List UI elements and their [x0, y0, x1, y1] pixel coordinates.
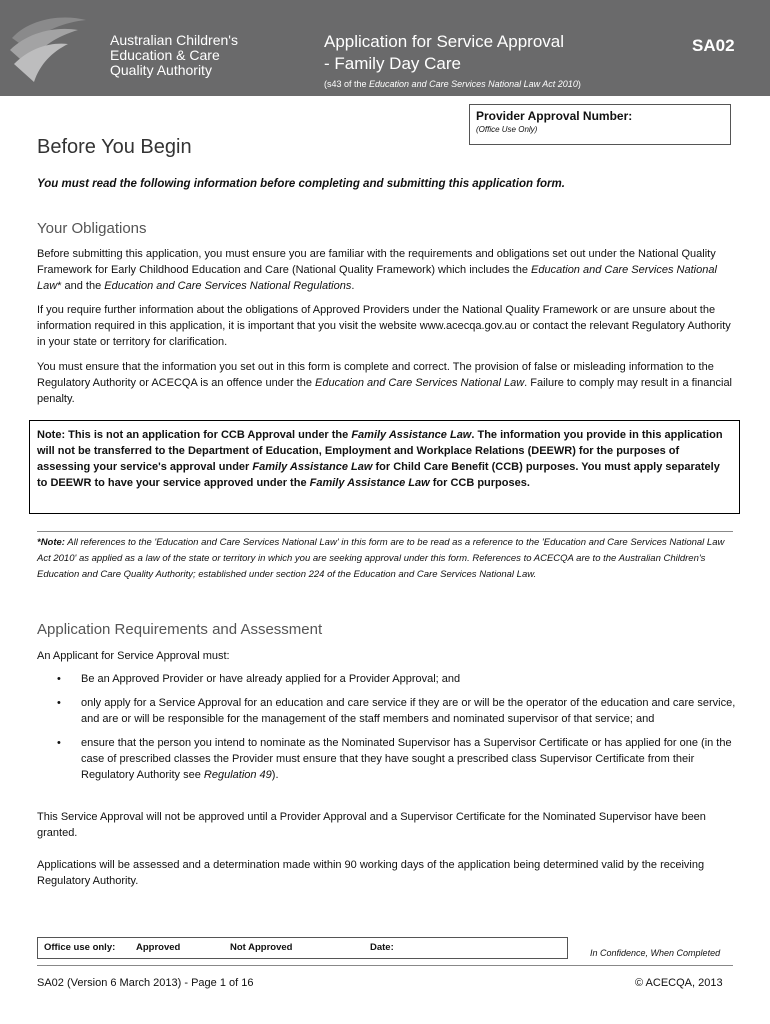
office-use-note: (Office Use Only)	[476, 125, 538, 134]
text-run-italic: Education and Care Services National Law	[37, 264, 717, 292]
list-item	[37, 735, 737, 783]
bullet-icon: •	[57, 673, 61, 685]
text-run-italic: Education and Care Services National Law	[315, 377, 525, 389]
text-run: * and the	[57, 280, 105, 292]
footnote-label: *Note:	[37, 537, 65, 548]
confidentiality-note: In Confidence, When Completed	[590, 948, 721, 958]
page-footer-copyright: © ACECQA, 2013	[635, 977, 723, 989]
bullet-icon: •	[57, 737, 61, 749]
text-run: Note: This is not an application for CCB Approval under the	[37, 429, 352, 441]
text-run: You must ensure that the information you set out in this form is complete and correct. The provision of false or misleading information to the Regulatory Authority or ACECQA is an offence under the	[37, 361, 714, 389]
list-item	[37, 671, 737, 687]
subtitle-part: (s43 of the	[324, 79, 370, 89]
approved-label: Approved	[136, 942, 181, 953]
page-footer-version: SA02 (Version 6 March 2013) - Page 1 of 16	[37, 977, 254, 989]
ccb-note-box	[29, 420, 740, 514]
text-run: . Failure to comply may result in a financial penalty.	[37, 377, 733, 405]
obligations-paragraph-2: If you require further information about the obligations of Approved Providers under the National Quality Framework or are unsure about the information required in this application, it is important that you visit the website www.acecqa.gov.au or contact the relevant Regulatory Authority in your state or territory for clarification.	[37, 304, 731, 348]
provider-approval-number-box	[469, 104, 731, 145]
list-item-text: Be an Approved Provider or have already applied for a Provider Approval; and	[81, 673, 461, 685]
form-title	[324, 31, 564, 75]
requirements-list	[37, 671, 737, 791]
assessment-paragraph: Applications will be assessed and a determination made within 90 working days of the application being determined valid by the receiving Regulatory Authority.	[37, 859, 705, 887]
footnote-text: All references to the 'Education and Care Services National Law' in this form are to be read as a reference to the 'Education and Care Services National Law Act 2010' as applied as a law of the state or territory in which you are seeking approval under this form. References to ACECQA are to the Australian Children's Education and Care Quality Authority; established under section 224 of the Education and Care Services National Law.	[37, 537, 725, 580]
lead-instruction: You must read the following information before completing and submitting this application form.	[37, 178, 565, 190]
text-run-italic: Family Assistance Law	[252, 461, 373, 473]
national-law-footnote	[37, 535, 733, 583]
text-run: for CCB purposes.	[429, 477, 530, 489]
bullet-icon: •	[57, 697, 61, 709]
form-title-line-2: - Family Day Care	[324, 54, 461, 73]
obligations-heading: Your Obligations	[37, 220, 147, 237]
text-run-italic: Family Assistance Law	[351, 429, 472, 441]
text-run-italic: Family Assistance Law	[309, 477, 430, 489]
date-label: Date:	[370, 942, 394, 953]
office-use-label: Office use only:	[44, 942, 116, 953]
requirements-intro: An Applicant for Service Approval must:	[37, 650, 230, 662]
provider-approval-number-label: Provider Approval Number:	[476, 109, 633, 123]
office-use-box	[37, 937, 568, 959]
list-item	[37, 695, 737, 727]
footer-divider	[37, 965, 733, 966]
organisation-name	[110, 33, 238, 78]
text-run-italic: Education and Care Services National Regulations	[104, 280, 352, 292]
divider	[37, 531, 733, 532]
approval-paragraph: This Service Approval will not be approved until a Provider Approval and a Supervisor Certificate for the Nominated Supervisor have been granted.	[37, 811, 706, 839]
text-run: . The information you provide in this application will not be transferred to the Department of Education, Employment and Workplace Relations (DEEWR) for the purposes of assessing your service's approval under	[37, 429, 723, 473]
obligations-paragraph-3	[37, 359, 737, 407]
requirements-heading: Application Requirements and Assessment	[37, 621, 323, 638]
form-subtitle	[324, 79, 581, 89]
obligations-paragraph-1	[37, 246, 737, 294]
subtitle-act: Education and Care Services National Law Act 2010	[369, 79, 578, 89]
org-line-1: Australian Children's	[110, 32, 238, 48]
list-item-text: ensure that the person you intend to nominate as the Nominated Supervisor has a Supervisor Certificate or has applied for one (in the case of prescribed classes the Provider must ensure that they have sought a prescribed class Supervisor Certificate from their Regulatory Authority see	[81, 737, 732, 781]
subtitle-part: )	[577, 79, 581, 89]
text-run: for Child Care Benefit (CCB) purposes. You must apply separately to DEEWR to have your service approved under the	[37, 461, 720, 489]
form-code: SA02	[692, 36, 735, 55]
page-header	[0, 0, 770, 96]
text-run: .	[351, 280, 355, 292]
text-run-italic: Regulation 49	[203, 769, 272, 781]
page-title: Before You Begin	[37, 136, 192, 158]
org-line-2: Education & Care	[110, 47, 220, 63]
acecqa-logo-icon	[8, 8, 118, 88]
list-item-text: only apply for a Service Approval for an education and care service if they are or will be the operator of the education and care service, and are or will be responsible for the management of the staff members and nominated supervisor of that service; and	[81, 697, 736, 725]
list-item-text: ).	[271, 769, 279, 781]
form-title-line-1: Application for Service Approval	[324, 32, 565, 51]
not-approved-label: Not Approved	[230, 942, 293, 953]
org-line-3: Quality Authority	[110, 62, 212, 78]
text-run: Before submitting this application, you must ensure you are familiar with the requirements and obligations set out under the National Quality Framework for Early Childhood Education and Care (National Quality Framework) which includes the	[37, 248, 716, 276]
